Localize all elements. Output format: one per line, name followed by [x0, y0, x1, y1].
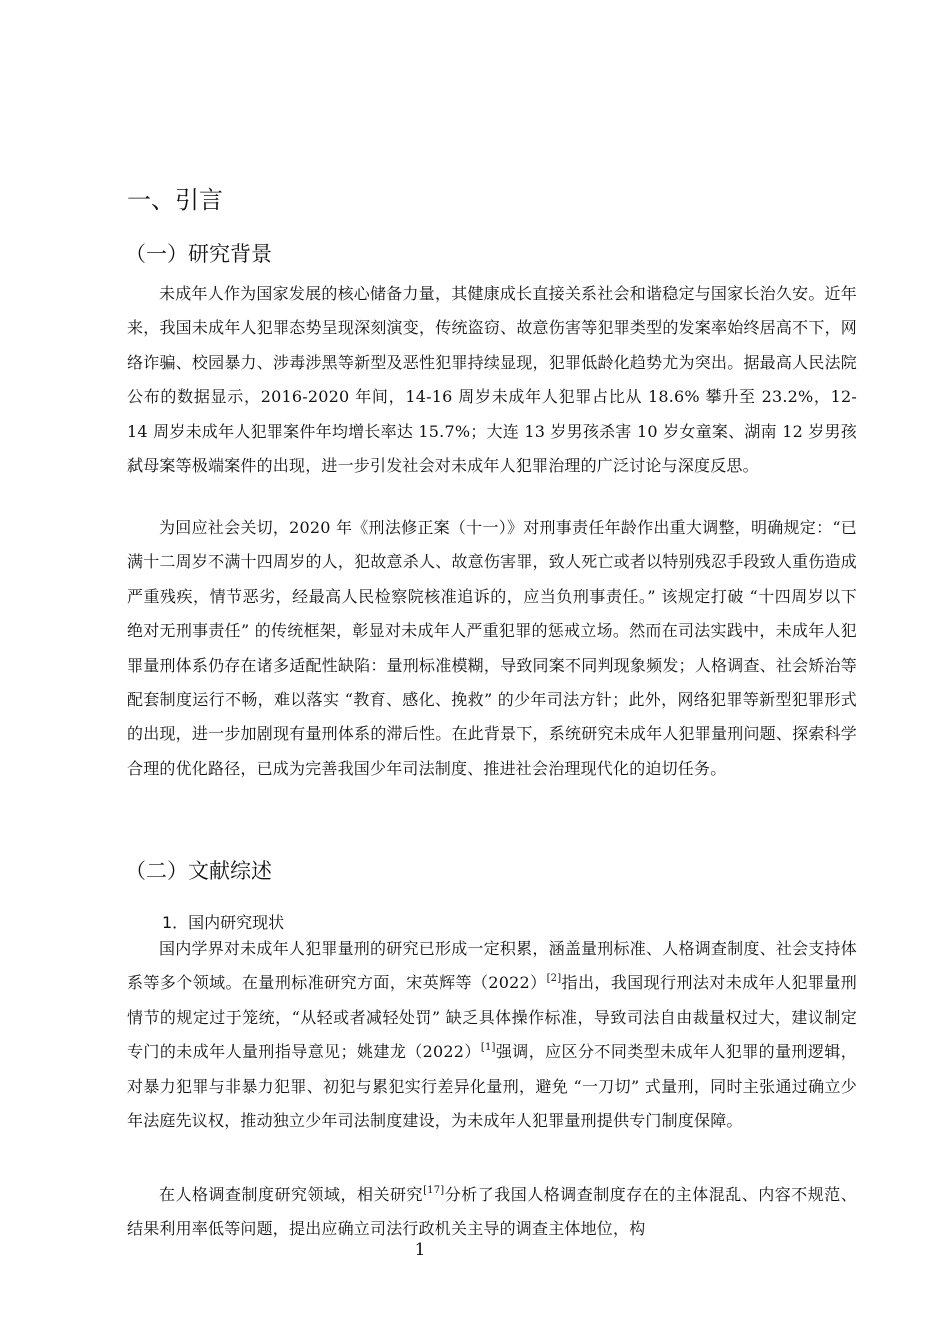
section-heading-background: （一）研究背景	[125, 242, 272, 266]
citation-ref: [17]	[423, 1185, 445, 1196]
section-heading-literature: （二）文献综述	[125, 859, 272, 883]
paragraph-text: 国内学界对未成年人犯罪量刑的研究已形成一定积累，涵盖量刑标准、人格调查制度、社会支持体系等多个领域。在量刑标准研究方面，宋英辉等（2022）	[127, 939, 857, 993]
paragraph-text: 指出，我国现行刑法对未成年人犯罪量刑情节的规定过于笼统，“从轻或者减轻处罚” 缺乏具体操作标准，导致司法自由裁量权过大，建议制定专门的未成年人量刑指导意见；姚建龙（2022）	[127, 973, 858, 1062]
paragraph-text: 强调，应区分不同类型未成年人犯罪的量刑逻辑，对暴力犯罪与非暴力犯罪、初犯与累犯实行差异化量刑，避免 “一刀切” 式量刑，同时主张通过确立少年法庭先议权，推动独立少年司法制度建设，为未成年人犯罪量刑提供专门制度保障。	[127, 1042, 857, 1131]
paragraph-text: 在人格调查制度研究领域，相关研究	[159, 1185, 424, 1204]
subsection-heading-domestic: 1．国内研究现状	[162, 913, 285, 932]
page-number: 1	[414, 1240, 426, 1260]
paragraph-background-1: 未成年人作为国家发展的核心储备力量，其健康成长直接关系社会和谐稳定与国家长治久安。近年来，我国未成年人犯罪态势呈现深刻演变，传统盗窃、故意伤害等犯罪类型的发案率始终居高不下，网络诈骗、校园暴力、涉毒涉黑等新型及恶性犯罪持续显现，犯罪低龄化趋势尤为突出。据最高人民法院公布的数据显示，2016-2020 年间，14-16 周岁未成年人犯罪占比从 18.6% 攀升至 23.2%，12-14 周岁未成年人犯罪案件年均增长率达 15.7%；大连 13 岁男孩杀害 10 岁女童案、湖南 12 岁男孩弑母案等极端案件的出现，进一步引发社会对未成年人犯罪治理的广泛讨论与深度反思。	[127, 284, 857, 476]
citation-ref: [1]	[480, 1042, 496, 1054]
chapter-heading: 一、引言	[127, 186, 223, 214]
paragraph-domestic-research	[127, 932, 857, 1138]
paragraph-background-2: 为回应社会关切，2020 年《刑法修正案（十一）》对刑事责任年龄作出重大调整，明确规定：“已满十二周岁不满十四周岁的人，犯故意杀人、故意伤害罪，致人死亡或者以特别残忍手段致人重伤造成严重残疾，情节恶劣，经最高人民检察院核准追诉的，应当负刑事责任。” 该规定打破 “十四周岁以下绝对无刑事责任” 的传统框架，彰显对未成年人严重犯罪的惩戒立场。然而在司法实践中，未成年人犯罪量刑体系仍存在诸多适配性缺陷：量刑标准模糊，导致同案不同判现象频发；人格调查、社会矫治等配套制度运行不畅，难以落实 “教育、感化、挽救” 的少年司法方针；此外，网络犯罪等新型犯罪形式的出现，进一步加剧现有量刑体系的滞后性。在此背景下，系统研究未成年人犯罪量刑问题、探索科学合理的优化路径，已成为完善我国少年司法制度、推进社会治理现代化的迫切任务。	[127, 518, 857, 778]
paragraph-text: 分析了我国人格调查制度存在的主体混乱、内容不规范、结果利用率低等问题，提出应确立司法行政机关主导的调查主体地位，构	[127, 1185, 857, 1239]
citation-ref: [2]	[546, 973, 562, 985]
